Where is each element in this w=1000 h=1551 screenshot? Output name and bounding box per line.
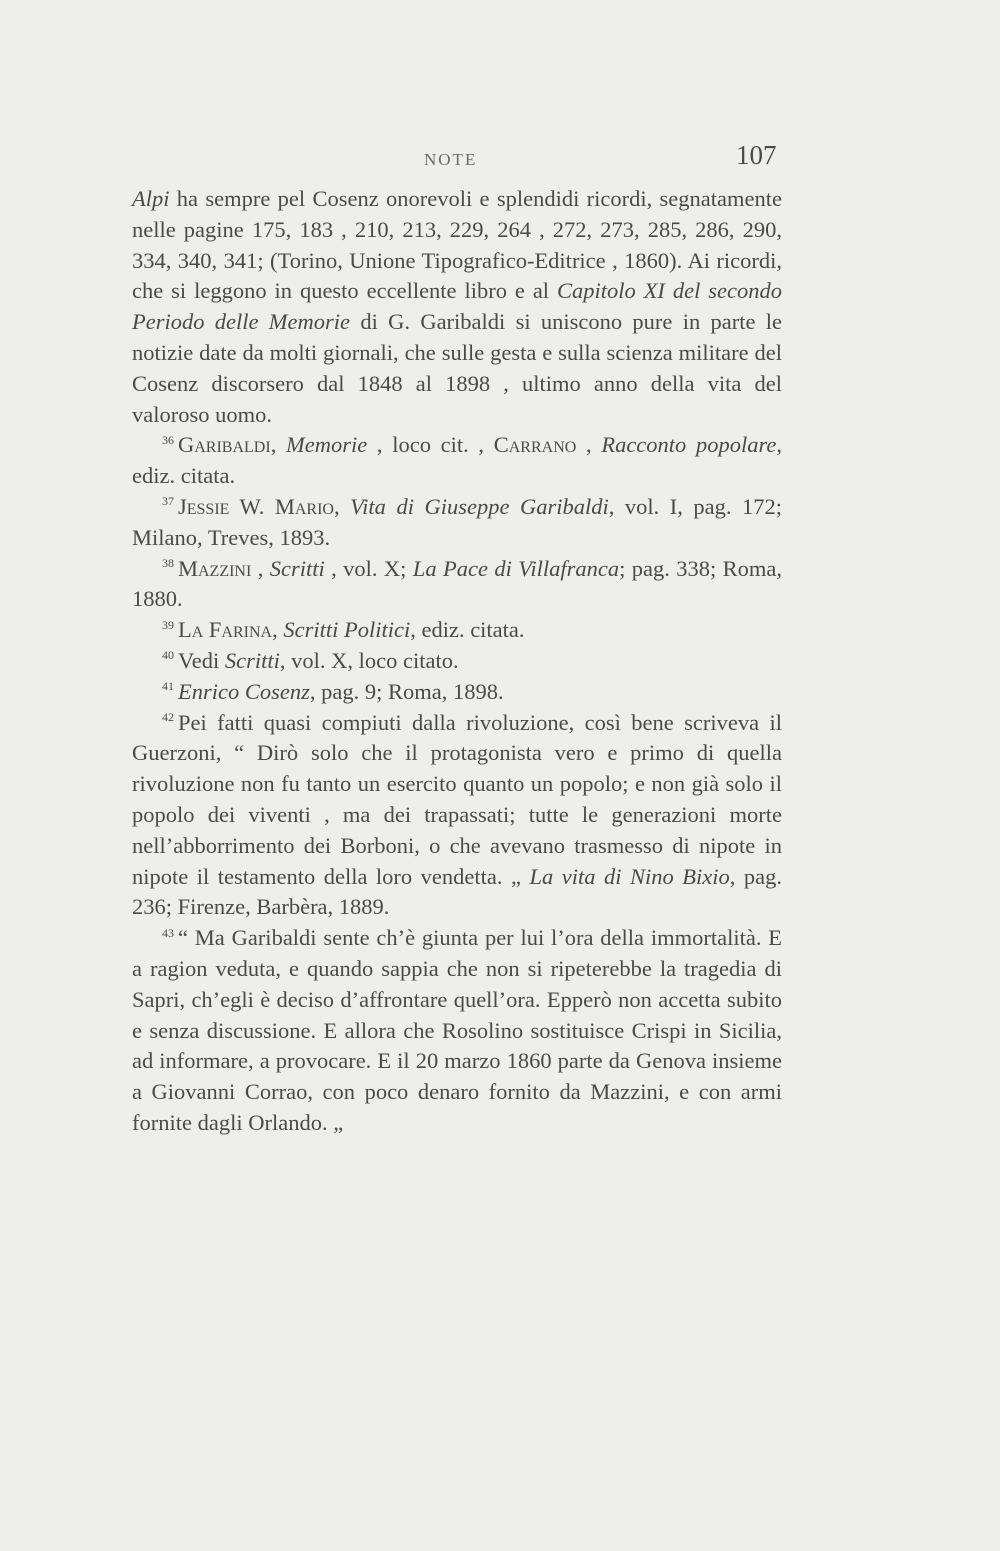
footnote-43 bbox=[132, 923, 782, 1139]
text-segment: , bbox=[576, 432, 602, 458]
author-name: La Farina bbox=[178, 617, 273, 643]
continued-note-paragraph bbox=[132, 184, 782, 430]
text-segment: Pei fatti quasi compiuti dalla rivoluzione, così bene scriveva il Guerzoni, “ Dirò solo che il protagonista vero e primo di quella rivoluzione non fu tanto un esercito quanto un popolo; e non già solo il popolo dei viventi , ma dei trapassati; tutte le generazioni morte nell’abborrimento dei Borboni, o che avevano trasmesso di nipote in nipote il testamento della loro vendetta. „ bbox=[132, 709, 782, 889]
notes-body bbox=[132, 184, 782, 1139]
text-segment: , vol. I, pag. 172; Milano, Treves, 1893. bbox=[132, 493, 783, 550]
text-segment: , bbox=[251, 555, 270, 581]
text-segment: ha sempre pel Cosenz onorevoli e splendidi ricordi, segnatamente nelle pagine 175, 183 , 210, 213, 229, 264 , 272, 273, 285, 286, 290, 334, 340, 341; (Torino, Unione Tipografico-Editrice , 1860). Ai ricordi, che si leggono in questo eccellente libro e al bbox=[132, 186, 782, 304]
footnote-number: 36 bbox=[162, 432, 174, 447]
footnote-39 bbox=[132, 615, 782, 646]
footnote-41 bbox=[132, 677, 782, 708]
author-name: Carrano bbox=[493, 432, 577, 458]
page-number: 107 bbox=[736, 140, 777, 170]
footnote-40 bbox=[132, 646, 782, 677]
italic-title: Racconto popolare bbox=[601, 432, 777, 458]
italic-title: Vita di Giuseppe Garibaldi bbox=[350, 493, 609, 519]
footnote-number: 43 bbox=[162, 925, 174, 940]
text-segment: , bbox=[272, 617, 284, 643]
text-segment: , vol. X; bbox=[324, 555, 413, 581]
text-segment: , loco cit. , bbox=[367, 432, 494, 458]
footnote-number: 39 bbox=[162, 617, 174, 632]
italic-title: Scritti bbox=[224, 647, 280, 673]
author-name: Jessie W. Mario bbox=[178, 493, 334, 519]
text-segment: Vedi bbox=[178, 647, 225, 673]
footnote-38 bbox=[132, 554, 782, 616]
italic-title: La vita di Nino Bixio bbox=[529, 863, 730, 889]
italic-title: Memorie bbox=[286, 432, 368, 458]
footnote-number: 37 bbox=[162, 494, 174, 509]
italic-text: Capitolo XI del secondo Periodo delle Memorie bbox=[132, 278, 783, 335]
italic-text: Alpi bbox=[132, 186, 170, 211]
author-name: Mazzini bbox=[178, 555, 252, 581]
footnote-number: 41 bbox=[162, 679, 174, 694]
text-segment: “ Ma Garibaldi sente ch’è giunta per lui l’ora della immortalità. E a ragion veduta, e quando sappia che non si ripeterebbe la tragedia di Sapri, ch’egli è deciso d’affrontare quell’ora. Epperò non accetta subito e senza discussione. E allora che Rosolino sostituisce Crispi in Sicilia, ad informare, a provocare. E il 20 marzo 1860 parte da Genova insieme a Giovanni Corrao, con poco denaro fornito da Mazzini, e con armi fornite dagli Orlando. „ bbox=[132, 925, 782, 1135]
running-header: NOTE bbox=[424, 150, 478, 169]
footnote-number: 42 bbox=[162, 710, 174, 725]
text-segment: , ediz. citata. bbox=[132, 432, 783, 489]
footnote-42 bbox=[132, 708, 782, 924]
text-segment: , vol. X, loco citato. bbox=[279, 647, 459, 673]
text-segment: , ediz. citata. bbox=[410, 617, 525, 643]
footnote-number: 40 bbox=[162, 648, 174, 663]
text-segment: di G. Garibaldi si uniscono pure in parte le notizie date da molti giornali, che sulle gesta e sulla scienza militare del Cosenz discorsero dal 1848 al 1898 , ultimo anno della vita del valoroso uomo. bbox=[132, 309, 783, 427]
text-segment: , pag. 9; Roma, 1898. bbox=[309, 678, 504, 704]
text-segment: , bbox=[270, 432, 286, 458]
italic-title: Scritti Politici bbox=[283, 617, 411, 643]
text-segment: ; pag. 338; Roma, 1880. bbox=[132, 555, 783, 612]
footnote-36 bbox=[132, 430, 782, 492]
italic-title: La Pace di Villafranca bbox=[412, 555, 620, 581]
footnote-number: 38 bbox=[162, 556, 174, 571]
footnote-37 bbox=[132, 492, 782, 554]
italic-title: Scritti bbox=[269, 555, 325, 581]
text-segment: , pag. 236; Firenze, Barbèra, 1889. bbox=[132, 863, 782, 920]
italic-title: Enrico Cosenz bbox=[178, 678, 310, 704]
text-segment: , bbox=[333, 493, 351, 519]
author-name: Garibaldi bbox=[178, 432, 271, 458]
